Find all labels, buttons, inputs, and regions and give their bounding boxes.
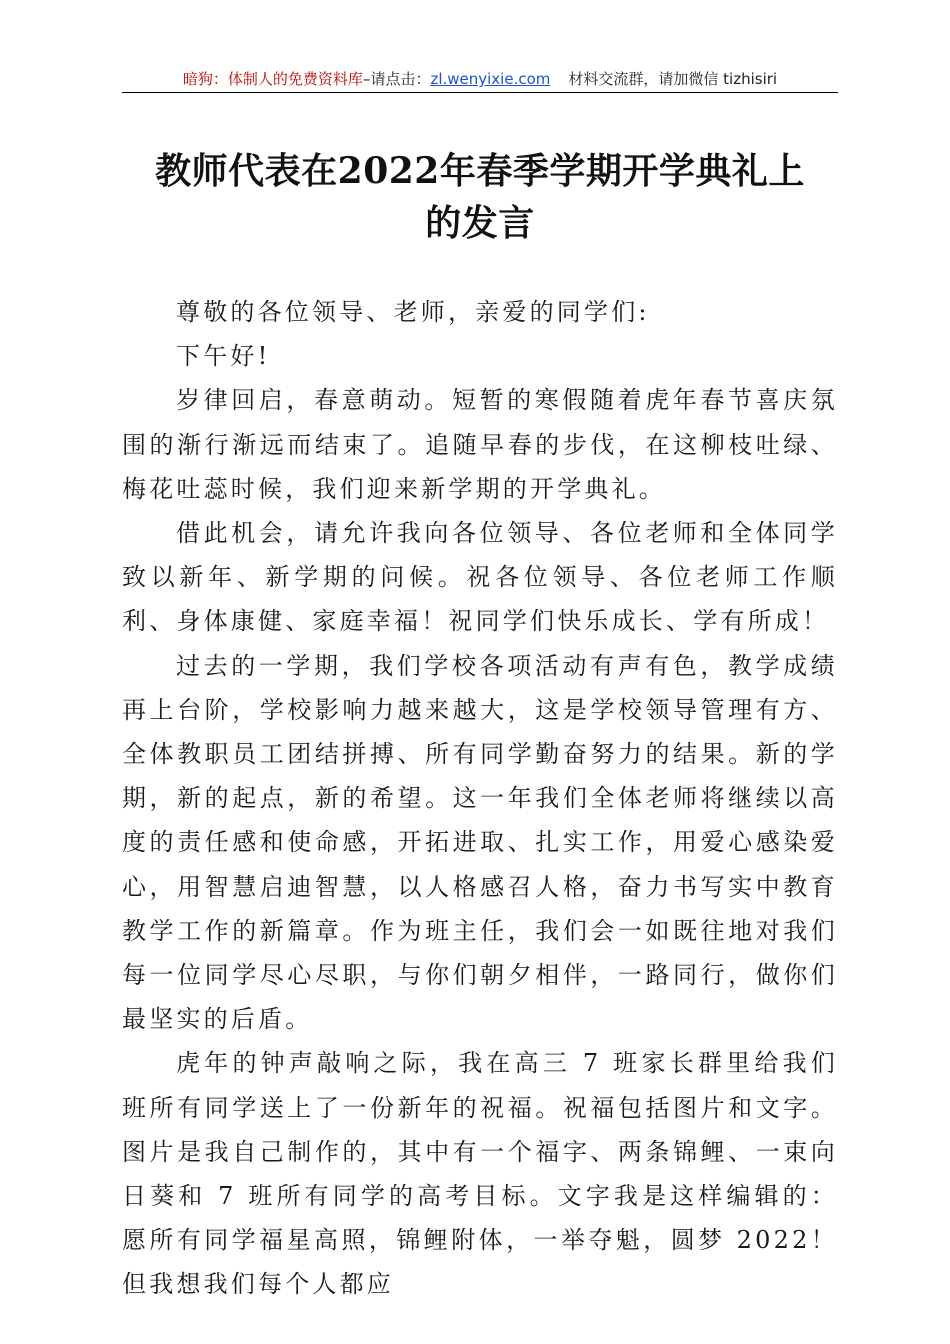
document-title: 教师代表在2022年春季学期开学典礼上的发言 [155,150,805,244]
document-body [122,290,838,1307]
page-header [122,66,838,93]
header-site-name: 暗狗：体制人的免费资料库 [182,70,363,88]
paragraph-salutation: 尊敬的各位领导、老师，亲爱的同学们: [176,298,650,326]
paragraph-review: 过去的一学期，我们学校各项活动有声有色，教学成绩再上台阶，学校影响力越来越大，这是学校领导管理有方、全体教职员工团结拼搏、所有同学勤奋努力的结果。新的学期，新的起点，新的希望。这一年我们全体老师将继续以高度的责任感和使命感，开拓进取、扎实工作，用爱心感染爱心，用智慧启迪智慧，以人格感召人格，奋力书写实中教育教学工作的新篇章。作为班主任，我们会一如既往地对我们每一位同学尽心尽职，与你们朝夕相伴，一路同行，做你们最坚实的后盾。 [122,651,838,1034]
paragraph-opening: 岁律回启，春意萌动。短暂的寒假随着虎年春节喜庆氛围的渐行渐远而结束了。追随早春的步伐，在这柳枝吐绿、梅花吐蕊时候，我们迎来新学期的开学典礼。 [122,386,838,503]
paragraph-new-year-blessing: 虎年的钟声敲响之际，我在高三 7 班家长群里给我们班所有同学送上了一份新年的祝福。祝福包括图片和文字。图片是我自己制作的，其中有一个福字、两条锦鲤、一束向日葵和 7 班所有同学的高考目标。文字我是这样编辑的：愿所有同学福星高照，锦鲤附体，一举夺魁，圆梦 2022！但我想我们每个人都应 [122,1049,838,1299]
header-click-prompt: –请点击： [362,70,431,88]
paragraph-greeting: 下午好! [176,342,271,371]
header-contact-text: 材料交流群，请加微信 tizhisiri [568,70,778,88]
header-link[interactable]: zl.wenyixie.com [430,70,551,88]
paragraph-wishes: 借此机会，请允许我向各位领导、各位老师和全体同学致以新年、新学期的问候。祝各位领导、各位老师工作顺利、身体康健、家庭幸福！祝同学们快乐成长、学有所成！ [122,519,838,636]
